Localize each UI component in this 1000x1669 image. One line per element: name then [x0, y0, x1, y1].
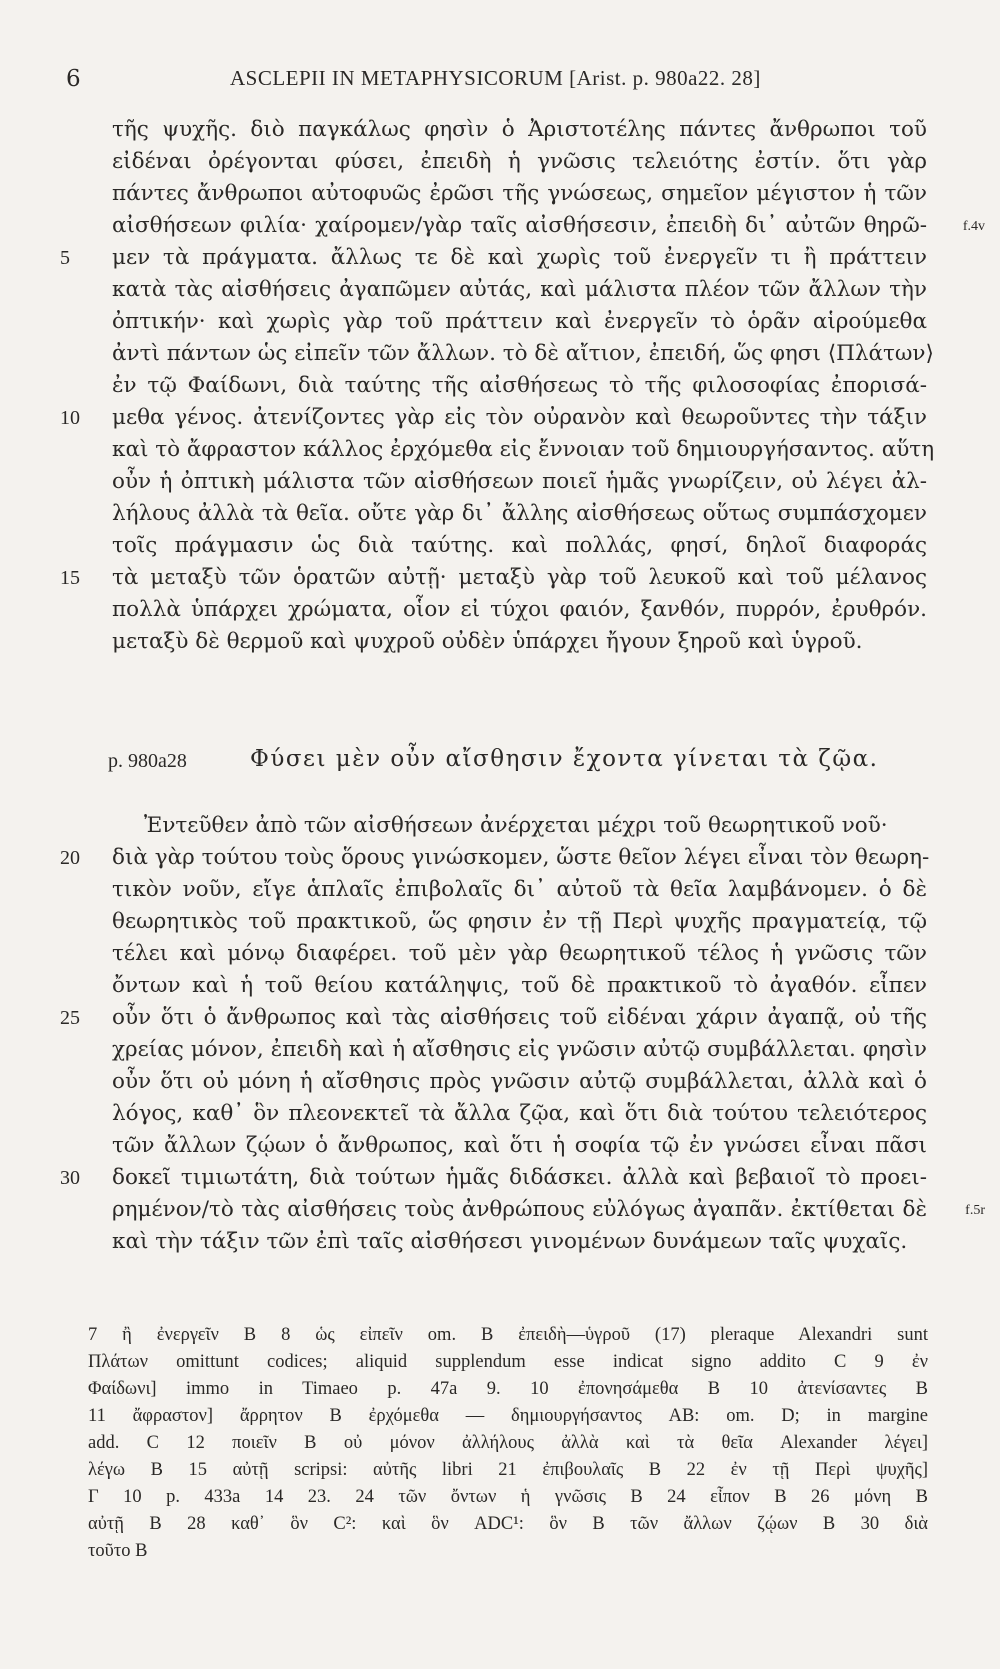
line-text: τῆς ψυχῆς. διὸ παγκάλως φησὶν ὁ Ἀριστοτέλης πάντες ἄνθρωποι τοῦ [112, 117, 927, 142]
text-line [112, 1034, 927, 1066]
line-text: αἰσθήσεων φιλία· χαίρομεν/γὰρ ταῖς αἰσθήσεσιν, ἐπειδὴ δι᾽ αὐτῶν θηρῶ- [112, 213, 927, 238]
text-line [60, 1162, 927, 1194]
line-text: χρείας μόνον, ἐπειδὴ καὶ ἡ αἴσθησις εἰς γνῶσιν αὐτῷ συμβάλλεται. φησὶν [112, 1037, 927, 1062]
line-text: μεν τὰ πράγματα. ἄλλως τε δὲ καὶ χωρὶς τοῦ ἐνεργεῖν τι ἢ πράττειν [112, 245, 927, 270]
apparatus-line: 7 ἢ ἐνεργεῖν B 8 ὡς εἰπεῖν om. B ἐπειδὴ—ὑγροῦ (17) pleraque Alexandri sunt [88, 1325, 928, 1345]
line-number: 10 [60, 407, 80, 429]
text-line [112, 466, 927, 498]
apparatus-line: add. C 12 ποιεῖν B οὐ μόνον ἀλλήλους ἀλλὰ καὶ τὰ θεῖα Alexander λέγει] [88, 1433, 928, 1453]
folio-marker: f.4v [962, 219, 985, 234]
text-line [112, 1226, 927, 1258]
line-text: εἰδέναι ὀρέγονται φύσει, ἐπειδὴ ἡ γνῶσις τελειότης ἐστίν. ὅτι γὰρ [112, 149, 927, 174]
text-line [112, 274, 927, 306]
apparatus-line: αὐτῇ B 28 καθ᾽ ὃν C²: καὶ ὃν ADC¹: ὃν B τῶν ἄλλων ζῴων B 30 διὰ [88, 1514, 928, 1534]
line-text: καὶ τὸ ἄφραστον κάλλος ἐρχόμεθα εἰς ἔννοιαν τοῦ δημιουργήσαντος. αὕτη [112, 437, 935, 462]
text-line [112, 970, 927, 1002]
text-line [112, 810, 927, 842]
text-line [112, 1066, 927, 1098]
line-text: ρημένον/τὸ τὰς αἰσθήσεις τοὺς ἀνθρώπους εὐλόγως ἀγαπᾶν. ἐκτίθεται δὲ [112, 1197, 927, 1222]
text-line [112, 594, 927, 626]
text-line [112, 1194, 985, 1226]
text-line [60, 402, 927, 434]
text-line [112, 146, 927, 178]
line-text: λήλους ἀλλὰ τὰ θεῖα. οὔτε γὰρ δι᾽ ἄλλης αἰσθήσεως οὕτως συμπάσχομεν [112, 501, 927, 526]
line-text: ὀπτικήν· καὶ χωρὶς γὰρ τοῦ πράττειν καὶ ἐνεργεῖν τὸ ὁρᾶν αἱρούμεθα [112, 309, 927, 334]
text-line [112, 434, 935, 466]
apparatus-line: Γ 10 p. 433a 14 23. 24 τῶν ὄντων ἡ γνῶσις B 24 εἶπον B 26 μόνη B [88, 1487, 928, 1507]
running-head: ASCLEPII IN METAPHYSICORUM [Arist. p. 980a22. 28] [230, 66, 761, 90]
line-text: τὰ μεταξὺ τῶν ὁρατῶν αὐτῇ· μεταξὺ γὰρ τοῦ λευκοῦ καὶ τοῦ μέλανος [112, 565, 927, 590]
text-line [112, 938, 927, 970]
text-line [112, 906, 927, 938]
line-number: 5 [60, 247, 70, 269]
text-line [112, 498, 927, 530]
line-text: καὶ τὴν τάξιν τῶν ἐπὶ ταῖς αἰσθήσεσι γινομένων δυνάμεων ταῖς ψυχαῖς. [112, 1229, 908, 1254]
apparatus-line: λέγω B 15 αὐτῇ scripsi: αὐτῆς libri 21 ἐπιβουλαῖς B 22 ἐν τῇ Περὶ ψυχῆς] [88, 1460, 928, 1480]
line-text: τῶν ἄλλων ζῴων ὁ ἄνθρωπος, καὶ ὅτι ἡ σοφία τῷ ἐν γνώσει εἶναι πᾶσι [112, 1133, 927, 1158]
text-line [112, 874, 927, 906]
commentary-text [60, 114, 985, 658]
lemma-text: Φύσει μὲν οὖν αἴσθησιν ἔχοντα γίνεται τὰ ζῷα. [250, 746, 879, 772]
line-text: μεθα γένος. ἀτενίζοντες γὰρ εἰς τὸν οὐρανὸν καὶ θεωροῦντες τὴν τάξιν [112, 405, 927, 430]
lemma-reference: p. 980a28 [108, 750, 187, 772]
line-text: πολλὰ ὑπάρχει χρώματα, οἷον εἰ τύχοι φαιόν, ξανθόν, πυρρόν, ἐρυθρόν. [112, 597, 927, 622]
text-line [112, 210, 985, 242]
line-number: 20 [60, 847, 80, 869]
line-text: πάντες ἄνθρωποι αὐτοφυῶς ἐρῶσι τῆς γνώσεως, σημεῖον μέγιστον ἡ τῶν [112, 181, 927, 206]
line-text: ὄντων καὶ ἡ τοῦ θείου κατάληψις, τοῦ δὲ πρακτικοῦ τὸ ἀγαθόν. εἶπεν [112, 973, 927, 998]
line-text: ἐν τῷ Φαίδωνι, διὰ ταύτης τῆς αἰσθήσεως τὸ τῆς φιλοσοφίας ἐπορισά- [112, 373, 927, 398]
page-number: 6 [66, 66, 81, 92]
text-line [112, 114, 927, 146]
critical-apparatus [88, 1322, 928, 1565]
folio-marker: f.5r [965, 1203, 985, 1218]
line-text: τικὸν νοῦν, εἴγε ἁπλαῖς ἐπιβολαῖς δι᾽ αὐτοῦ τὰ θεῖα λαμβάνομεν. ὁ δὲ [112, 877, 927, 902]
line-number: 25 [60, 1007, 80, 1029]
line-text: κατὰ τὰς αἰσθήσεις ἀγαπῶμεν αὐτάς, καὶ μάλιστα πλέον τῶν ἄλλων τὴν [112, 277, 927, 302]
apparatus-line: 11 ἄφραστον] ἄρρητον B ἐρχόμεθα — δημιουργήσαντος AB: om. D; in margine [88, 1406, 928, 1426]
text-line [60, 242, 927, 274]
line-number: 15 [60, 567, 80, 589]
text-line [60, 842, 930, 874]
text-line [112, 178, 927, 210]
apparatus-line: Φαίδωνι] immo in Timaeo p. 47a 9. 10 ἐπονησάμεθα B 10 ἀτενίσαντες B [88, 1379, 928, 1399]
text-line [112, 306, 927, 338]
commentary-text-continued [60, 810, 985, 1258]
text-line [112, 1098, 927, 1130]
line-text: τέλει καὶ μόνῳ διαφέρει. τοῦ μὲν γὰρ θεωρητικοῦ τέλος ἡ γνῶσις τῶν [112, 941, 927, 966]
text-line [112, 370, 927, 402]
line-text: ἀντὶ πάντων ὡς εἰπεῖν τῶν ἄλλων. τὸ δὲ αἴτιον, ἐπειδή, ὥς φησι ⟨Πλάτων⟩ [112, 341, 934, 366]
apparatus-line: Πλάτων omittunt codices; aliquid supplendum esse indicat signo addito C 9 ἐν [88, 1352, 928, 1372]
line-text: οὖν ὅτι οὐ μόνη ἡ αἴσθησις πρὸς γνῶσιν αὐτῷ συμβάλλεται, ἀλλὰ καὶ ὁ [112, 1069, 927, 1094]
line-text: θεωρητικὸς τοῦ πρακτικοῦ, ὥς φησιν ἐν τῇ Περὶ ψυχῆς πραγματείᾳ, τῷ [112, 909, 927, 934]
line-text: οὖν ἡ ὀπτικὴ μάλιστα τῶν αἰσθήσεων ποιεῖ ἡμᾶς γνωρίζειν, οὐ λέγει ἀλ- [112, 469, 927, 494]
apparatus-line: τοῦτο B [88, 1541, 148, 1561]
text-line [112, 1130, 927, 1162]
line-text: τοῖς πράγμασιν ὡς διὰ ταύτης. καὶ πολλάς, φησί, δηλοῖ διαφοράς [112, 533, 927, 558]
text-line [60, 562, 927, 594]
lemma [108, 746, 927, 786]
text-line [60, 1002, 927, 1034]
line-text: διὰ γὰρ τούτου τοὺς ὅρους γινώσκομεν, ὥστε θεῖον λέγει εἶναι τὸν θεωρη- [112, 845, 930, 870]
line-text: οὖν ὅτι ὁ ἄνθρωπος καὶ τὰς αἰσθήσεις τοῦ εἰδέναι χάριν ἀγαπᾷ, οὐ τῆς [112, 1005, 927, 1030]
page-header [66, 60, 946, 100]
line-text: μεταξὺ δὲ θερμοῦ καὶ ψυχροῦ οὐδὲν ὑπάρχει ἤγουν ξηροῦ καὶ ὑγροῦ. [112, 629, 863, 654]
text-line [112, 338, 934, 370]
text-line [112, 626, 927, 658]
line-number: 30 [60, 1167, 80, 1189]
line-text: Ἐντεῦθεν ἀπὸ τῶν αἰσθήσεων ἀνέρχεται μέχρι τοῦ θεωρητικοῦ νοῦ· [144, 813, 888, 838]
text-line [112, 530, 927, 562]
line-text: δοκεῖ τιμιωτάτη, διὰ τούτων ἡμᾶς διδάσκει. ἀλλὰ καὶ βεβαιοῖ τὸ προει- [112, 1165, 927, 1190]
line-text: λόγος, καθ᾽ ὃν πλεονεκτεῖ τὰ ἄλλα ζῷα, καὶ ὅτι διὰ τούτου τελειότερος [112, 1101, 927, 1126]
